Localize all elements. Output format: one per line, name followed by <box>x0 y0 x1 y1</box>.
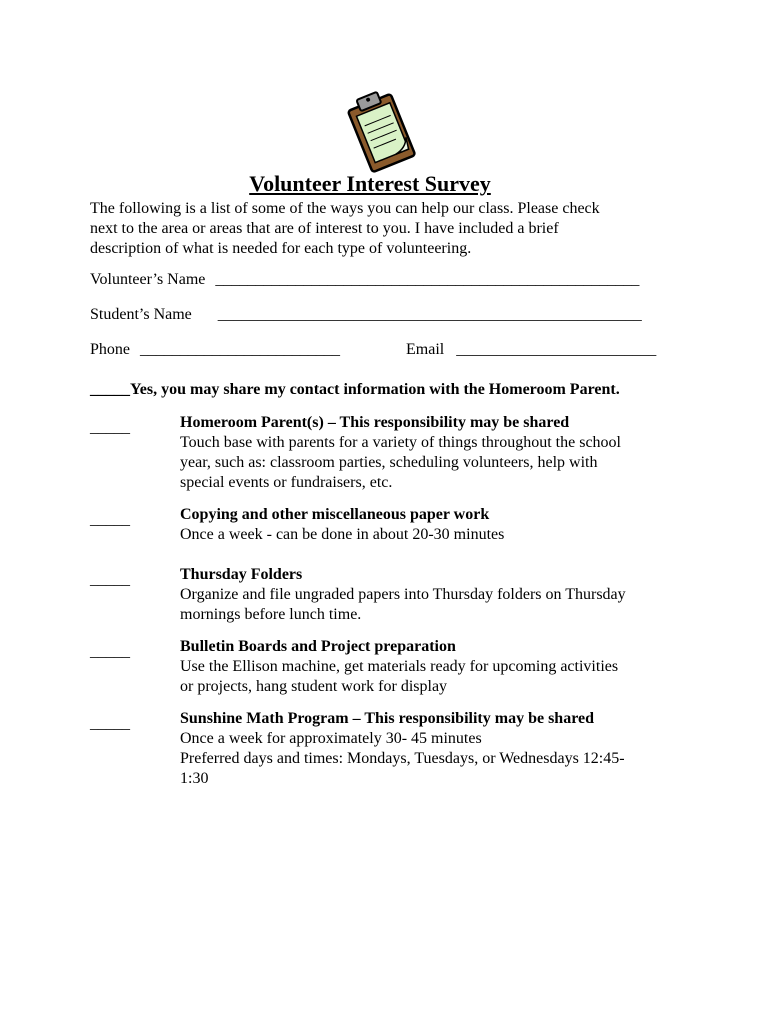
intro-paragraph <box>90 199 690 259</box>
task-description-line: special events or fundraisers, etc. <box>180 474 393 491</box>
task-description-line: mornings before lunch time. <box>180 606 362 623</box>
task-description-line: 1:30 <box>180 770 209 787</box>
task-heading: Copying and other miscellaneous paper work <box>180 506 490 523</box>
task-description-line: Preferred days and times: Mondays, Tuesdays, or Wednesdays 12:45- <box>180 750 625 767</box>
phone-row <box>90 340 340 360</box>
task-check-blank[interactable]: _____ <box>90 643 130 660</box>
email-field[interactable]: _________________________ <box>456 341 657 358</box>
email-row <box>406 340 656 360</box>
task-check-blank[interactable]: _____ <box>90 511 130 528</box>
task-description-line: Use the Ellison machine, get materials ready for upcoming activities <box>180 658 619 675</box>
email-label: Email <box>406 341 445 358</box>
page-title: Volunteer Interest Survey <box>249 171 491 196</box>
task-description-line: or projects, hang student work for display <box>180 678 448 695</box>
task-heading: Homeroom Parent(s) – This responsibility may be shared <box>180 414 570 431</box>
intro-line: description of what is needed for each type of volunteering. <box>90 240 472 257</box>
task-heading: Bulletin Boards and Project preparation <box>180 638 456 655</box>
task-heading: Sunshine Math Program – This responsibility may be shared <box>180 710 594 727</box>
volunteer-name-row <box>90 270 639 290</box>
intro-line: next to the area or areas that are of interest to you. I have included a brief <box>90 220 559 237</box>
consent-text: Yes, you may share my contact information with the Homeroom Parent. <box>130 381 620 398</box>
task-description-line: year, such as: classroom parties, scheduling volunteers, help with <box>180 454 598 471</box>
phone-field[interactable]: _________________________ <box>140 341 340 358</box>
student-name-field[interactable]: _____________________________________________________ <box>217 306 642 323</box>
volunteer-name-field[interactable]: _____________________________________________________ <box>215 271 640 288</box>
student-name-row <box>90 305 642 325</box>
task-description-line: Organize and file ungraded papers into Thursday folders on Thursday <box>180 586 626 603</box>
intro-line: The following is a list of some of the ways you can help our class. Please check <box>90 200 600 217</box>
task-description-line: Touch base with parents for a variety of things throughout the school <box>180 434 621 451</box>
student-name-label: Student’s Name <box>90 306 192 323</box>
task-heading: Thursday Folders <box>180 566 303 583</box>
task-check-blank[interactable]: _____ <box>90 419 130 436</box>
contact-consent-row <box>90 380 620 400</box>
consent-check-blank[interactable]: _____ <box>90 381 130 398</box>
clipboard-icon <box>346 89 422 173</box>
task-description-line: Once a week - can be done in about 20-30 minutes <box>180 526 505 543</box>
volunteer-name-label: Volunteer’s Name <box>90 271 206 288</box>
task-description-line: Once a week for approximately 30- 45 minutes <box>180 730 482 747</box>
phone-label: Phone <box>90 341 130 358</box>
task-check-blank[interactable]: _____ <box>90 571 130 588</box>
task-check-blank[interactable]: _____ <box>90 715 130 732</box>
